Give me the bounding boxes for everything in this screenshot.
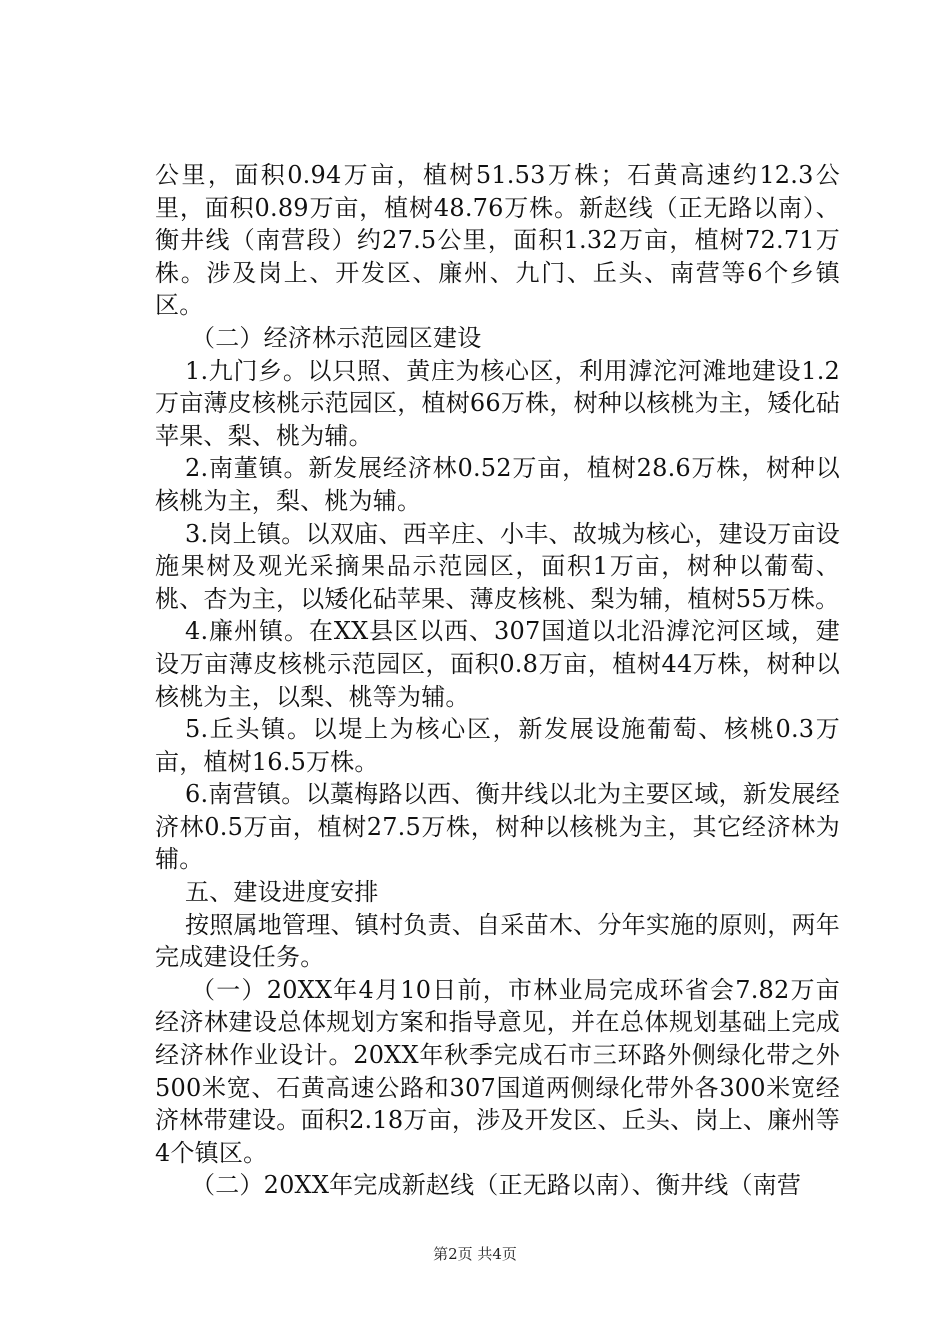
section-heading-economic-forest: （二）经济林示范园区建设 <box>191 323 482 352</box>
paragraph-principle: 按照属地管理、镇村负责、自采苗木、分年实施的原则，两年完成建设任务。 <box>155 910 840 972</box>
list-item-nanying: 6.南营镇。以藁梅路以西、衡井线以北为主要区域，新发展经济林0.5万亩，植树27.5万株，树种以核桃为主，其它经济林为辅。 <box>155 780 840 874</box>
list-item-nandong: 2.南董镇。新发展经济林0.52万亩，植树28.6万株，树种以核桃为主，梨、桃为辅。 <box>155 454 840 515</box>
page-number-footer: 第2页 共4页 <box>433 1245 517 1263</box>
paragraph-phase-one: （一）20XX年4月10日前，市林业局完成环省会7.82万亩经济林建设总体规划方案和指导意见，并在总体规划基础上完成经济林作业设计。20XX年秋季完成石市三环路外侧绿化带之外500米宽、石黄高速公路和307国道两侧绿化带外各300米宽经济林带建设。面积2.18万亩，涉及开发区、丘头、岗上、廉州等4个镇区。 <box>155 975 840 1167</box>
list-item-qiutou: 5.丘头镇。以堤上为核心区，新发展设施葡萄、核桃0.3万亩，植树16.5万株。 <box>155 715 840 776</box>
list-item-gangshang: 3.岗上镇。以双庙、西辛庄、小丰、故城为核心，建设万亩设施果树及观光采摘果品示范园区，面积1万亩，树种以葡萄、桃、杏为主，以矮化砧苹果、薄皮核桃、梨为辅，植树55万株。 <box>155 519 840 613</box>
paragraph-continuation: 公里，面积0.94万亩，植树51.53万株；石黄高速约12.3公里，面积0.89万亩，植树48.76万株。新赵线（正无路以南）、衡井线（南营段）约27.5公里，面积1.32万亩，植树72.71万株。涉及岗上、开发区、廉州、九门、丘头、南营等6个乡镇区。 <box>155 161 840 320</box>
list-item-lianzhou: 4.廉州镇。在XX县区以西、307国道以北沿滹沱河区域，建设万亩薄皮核桃示范园区，面积0.8万亩，植树44万株，树种以核桃为主，以梨、桃等为辅。 <box>155 617 840 711</box>
document-body <box>155 159 840 1202</box>
list-item-jiumen: 1.九门乡。以只照、黄庄为核心区，利用滹沱河滩地建设1.2万亩薄皮核桃示范园区，植树66万株，树种以核桃为主，矮化砧苹果、梨、桃为辅。 <box>155 356 840 450</box>
section-heading-schedule: 五、建设进度安排 <box>185 878 379 907</box>
paragraph-phase-two: （二）20XX年完成新赵线（正无路以南）、衡井线（南营 <box>191 1171 802 1200</box>
